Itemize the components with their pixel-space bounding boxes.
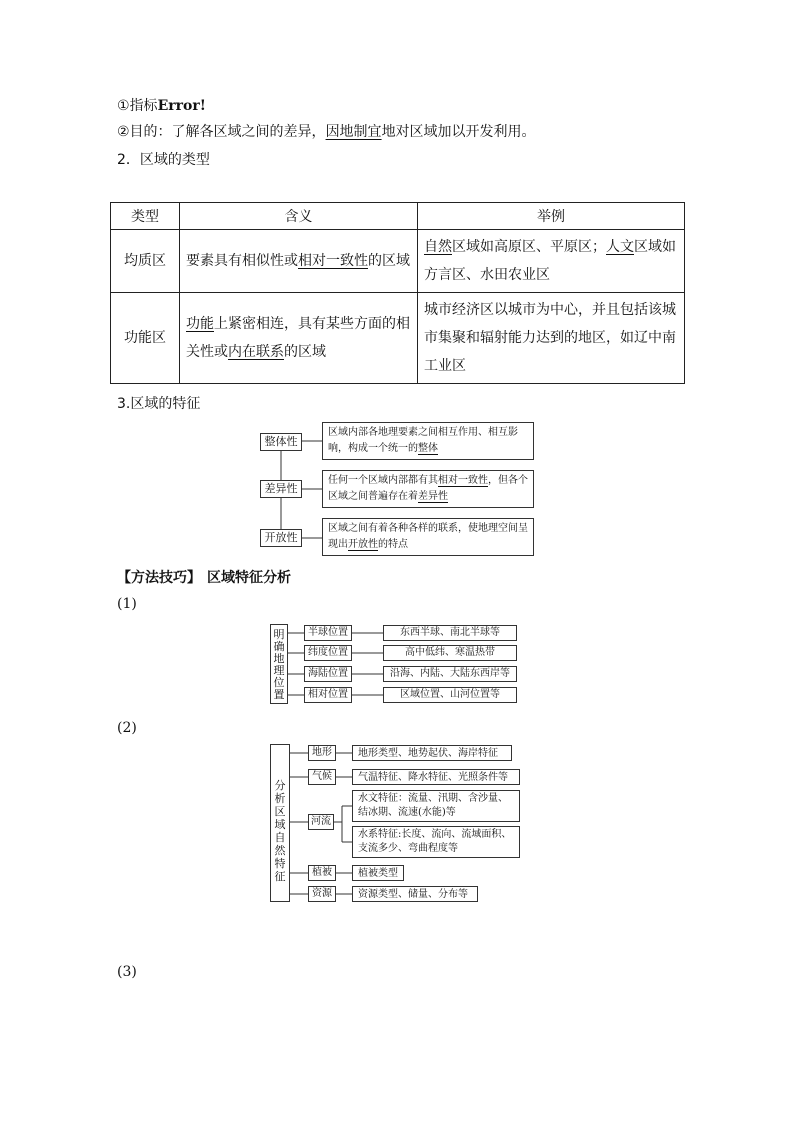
purpose-underline: 因地制宜 (325, 124, 382, 140)
example-text: 区域如高原区、平原区； (452, 239, 606, 255)
purpose-text-a: ②目的：了解各区域之间的差异， (117, 124, 326, 140)
meaning-text: 的区域 (368, 253, 410, 269)
cell-example: 城市经济区以城市为中心，并且包括该城市集聚和辐射能力达到的地区，如辽中南工业区 (418, 293, 685, 384)
diagram1-desc: 东西半球、南北半球等 (383, 625, 517, 641)
diagram2-label: 植被 (308, 865, 336, 881)
purpose-text-b: 地对区域加以开发利用。 (381, 124, 536, 140)
meaning-underline: 功能 (186, 316, 214, 332)
example-text: 区域如方言区、水田农业区 (424, 239, 676, 283)
diagram1-root-label: 明确地理位置 (273, 628, 285, 701)
diagram2-desc: 水系特征:长度、流向、流域面积、支流多少、弯曲程度等 (352, 826, 520, 858)
diagram1-desc: 高中低纬、寒温热带 (383, 645, 517, 661)
sub-label-1: (1) (117, 596, 137, 612)
sub-label-3: (3) (117, 964, 137, 980)
meaning-text: 的区域 (284, 344, 326, 360)
header-type: 类型 (111, 203, 180, 230)
diagram2-label: 资源 (308, 886, 336, 902)
feature-label-whole: 整体性 (260, 433, 302, 451)
cell-type: 功能区 (111, 293, 180, 384)
diagram1-label: 纬度位置 (304, 645, 352, 661)
meaning-underline: 相对一致性 (298, 253, 368, 269)
diagram1-label: 海陆位置 (304, 666, 352, 682)
example-underline: 自然 (424, 239, 452, 255)
indicator-label: ①指标 (117, 98, 158, 114)
meaning-underline: 内在联系 (228, 344, 284, 360)
example-underline: 人文 (606, 239, 634, 255)
feature-underline: 差异性 (418, 491, 448, 502)
feature-text: 任何一个区域内部都有其 (328, 475, 438, 486)
feature-text: ，但各个区域之间普遍存在着 (328, 475, 528, 502)
meaning-text: 上紧密相连，具有某些方面的相关性或 (186, 316, 410, 360)
feature-underline: 整体 (418, 443, 438, 454)
section3-title: 3.区域的特征 (117, 396, 201, 412)
diagram2-desc: 植被类型 (352, 865, 404, 881)
feature-underline: 相对一致性 (438, 475, 488, 486)
diagram1-desc: 沿海、内陆、大陆东西岸等 (383, 666, 517, 682)
diagram2-label: 河流 (308, 814, 334, 830)
method-bracket-title: 【方法技巧】 (117, 570, 201, 586)
cell-type: 均质区 (111, 230, 180, 293)
diagram2-desc: 资源类型、储量、分布等 (352, 886, 478, 902)
diagram2-root (270, 744, 290, 902)
section2-title: 2．区域的类型 (117, 152, 210, 168)
feature-label-diff: 差异性 (260, 480, 302, 498)
diagram2-desc: 地形类型、地势起伏、海岸特征 (352, 745, 512, 761)
diagram2-root-label: 分析区域自然特征 (274, 779, 286, 883)
feature-text: 区域内部各地理要素之间相互作用、相互影响，构成一个统一的 (328, 427, 518, 454)
header-meaning: 含义 (180, 203, 418, 230)
header-example: 举例 (418, 203, 685, 230)
meaning-text: 要素具有相似性或 (186, 253, 298, 269)
feature-label-open: 开放性 (260, 529, 302, 547)
diagram2-desc: 气温特征、降水特征、光照条件等 (352, 769, 520, 785)
feature-text: 区域之间有着各种各样的联系，使地理空间呈现出 (328, 523, 528, 550)
diagram1-desc: 区域位置、山河位置等 (383, 687, 517, 703)
diagram1-label: 半球位置 (304, 625, 352, 641)
feature-underline: 开放性 (348, 539, 378, 550)
sub-label-2: (2) (117, 720, 137, 736)
feature-text: 的特点 (378, 539, 408, 550)
error-text: Error! (157, 98, 206, 114)
method-title: 区域特征分析 (207, 570, 291, 586)
diagram2-label: 气候 (308, 769, 336, 785)
diagram2-desc: 水文特征：流量、汛期、含沙量、结冰期、流速(水能)等 (352, 790, 520, 822)
diagram2-label: 地形 (308, 745, 336, 761)
diagram1-label: 相对位置 (304, 687, 352, 703)
